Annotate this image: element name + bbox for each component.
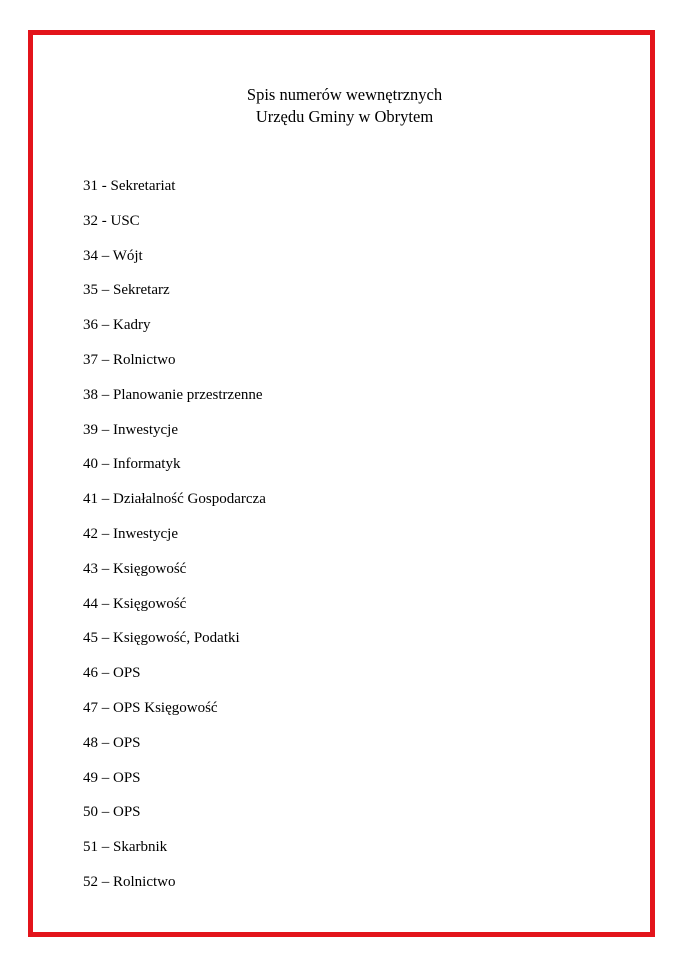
list-item: 50 – OPS [83,804,141,821]
list-item: 34 – Wójt [83,247,143,264]
title-line-1: Spis numerów wewnętrznych [246,85,443,104]
list-item: 43 – Księgowość [83,560,187,577]
list-item: 48 – OPS [83,734,141,751]
list-item: 49 – OPS [83,769,141,786]
list-item: 52 – Rolnictwo [83,873,176,890]
list-item: 40 – Informatyk [83,456,181,473]
list-item: 37 – Rolnictwo [83,351,176,368]
list-item: 44 – Księgowość [83,595,187,612]
list-item: 42 – Inwestycje [83,525,178,542]
list-item: 31 - Sekretariat [83,178,176,194]
list-item: 51 – Skarbnik [83,839,168,856]
list-item: 35 – Sekretarz [83,282,170,299]
list-item: 39 – Inwestycje [83,421,178,438]
document-title [0,84,689,128]
list-item: 32 - USC [83,212,140,229]
list-item: 41 – Działalność Gospodarcza [83,491,266,508]
title-line-2: Urzędu Gminy w Obrytem [255,107,434,126]
list-item: 46 – OPS [83,665,141,682]
extension-list [83,176,266,907]
list-item: 36 – Kadry [83,317,151,334]
list-item: 45 – Księgowość, Podatki [83,630,240,647]
list-item: 47 – OPS Księgowość [83,699,218,716]
list-item: 38 – Planowanie przestrzenne [83,386,263,403]
